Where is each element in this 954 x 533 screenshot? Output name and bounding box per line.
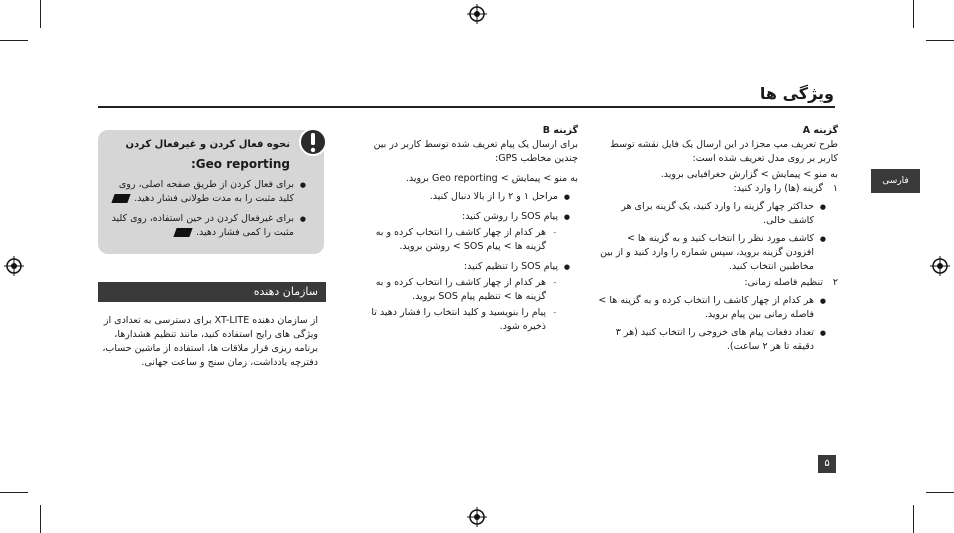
option-b-step-1 [360, 190, 570, 204]
step-2-number: ۲ [832, 277, 838, 288]
option-b-step-2-subs [360, 226, 558, 254]
warning-bullets [106, 178, 306, 240]
option-a-heading: گزینه A [802, 125, 838, 136]
title-underline [98, 106, 835, 108]
option-b-path: به منو > پیمایش > Geo reporting بروید. [405, 173, 578, 184]
option-a-intro: طرح تعریف مپ مجزا در این ارسال یک فایل نقشه توسط کاربر بر روی مدل تعریف شده است: [610, 139, 838, 164]
registration-mark-right-icon [930, 256, 950, 276]
registration-mark-bottom-icon [467, 507, 487, 527]
crop-mark-tl-h [0, 40, 28, 41]
option-a-path: به منو > پیمایش > گزارش جغرافیایی بروید. [660, 169, 838, 180]
step-1-bullet-1: ● حداکثر چهار گزینه را وارد کنید، یک گزینه برای هر کاشف خالی. [598, 200, 826, 228]
option-b-heading: گزینه B [542, 125, 578, 136]
option-b-step-2-text: پیام SOS را روشن کنید: [462, 211, 558, 222]
column-option-b [360, 124, 578, 334]
column-option-a [598, 124, 838, 354]
warning-bullet-2-text: برای غیرفعال کردن در حین استفاده، روی کلید مثبت را کمی فشار دهید. [111, 213, 294, 238]
option-b-steps [360, 190, 570, 334]
language-tab [871, 169, 920, 193]
option-a-step-1 [598, 182, 838, 196]
warning-bullet-2 [106, 212, 306, 240]
pen-key-icon [111, 194, 130, 203]
crop-mark-tr-h [926, 40, 954, 41]
step-1-text: گزینه (ها) را وارد کنید: [733, 183, 823, 194]
option-b-step-2 [360, 210, 570, 254]
crop-mark-bl-v [40, 505, 41, 533]
registration-mark-top-icon [467, 4, 487, 24]
page-number-box [818, 455, 836, 473]
organizer-section-bar [98, 282, 326, 302]
registration-mark-left-icon [4, 256, 24, 276]
pen-key-icon [173, 228, 192, 237]
option-b-step-3-subs [360, 276, 558, 334]
option-b-step-2-sub-1: - هر کدام از چهار کاشف را انتخاب کرده و به گزینه ها > پیام SOS > روشن بروید. [360, 226, 558, 254]
step-2-bullets [598, 294, 826, 354]
warning-title: نحوه فعال کردن و غیرفعال کردن [125, 139, 290, 150]
warning-bullet-1-text: برای فعال کردن از طریق صفحه اصلی، روی کلید مثبت را به مدت طولانی فشار دهید. [118, 179, 294, 204]
organizer-section-title: سازمان دهنده [253, 285, 318, 298]
language-tab-label: فارسی [882, 176, 909, 186]
option-a-step-2 [598, 276, 838, 290]
step-1-number: ۱ [832, 183, 838, 194]
warning-bullet-1 [106, 178, 306, 206]
page-title: ویژگی ها [759, 84, 834, 103]
step-2-bullet-2: ● تعداد دفعات پیام های خروجی را انتخاب کنید (هر ۳ دقیقه تا هر ۲ ساعت). [598, 326, 826, 354]
option-b-step-3-sub-2: - پیام را بنویسید و کلید انتخاب را فشار دهید تا ذخیره شود. [360, 306, 558, 334]
exclamation-icon [298, 127, 328, 157]
crop-mark-br-h [926, 492, 954, 493]
crop-mark-bl-h [0, 492, 28, 493]
option-b-step-3-sub-1: - هر کدام از چهار کاشف را انتخاب کرده و به گزینه ها > تنظیم پیام SOS بروید. [360, 276, 558, 304]
option-b-step-3-text: پیام SOS را تنظیم کنید: [463, 261, 558, 272]
option-b-intro: برای ارسال یک پیام تعریف شده توسط کاربر در بین چندین مخاطب GPS: [373, 139, 578, 164]
page-number: ۵ [824, 458, 830, 469]
crop-mark-br-v [913, 505, 914, 533]
warning-title-2: :Geo reporting [191, 157, 290, 171]
step-2-text: تنظیم فاصله زمانی: [744, 277, 823, 288]
step-1-bullet-2: ● کاشف مورد نظر را انتخاب کنید و به گزینه ها > افزودن گزینه بروید، سپس شماره را وارد کنید و از بین مخاطبین انتخاب کنید. [598, 232, 826, 274]
organizer-body: از سازمان دهنده XT-LITE برای دسترسی به تعدادی از ویژگی های رایج استفاده کنید، مانند تنظیم هشدارها، برنامه ریزی قرار ملاقات ها، استفاده از ماشین حساب، دفترچه یادداشت، زمان سنج و ساعت جهانی. [102, 315, 318, 368]
step-1-bullets [598, 200, 826, 274]
option-b-step-3 [360, 260, 570, 334]
option-b-step-1-text: مراحل ۱ و ۲ را از بالا دنبال کنید. [429, 191, 558, 202]
warning-box [98, 130, 324, 254]
crop-mark-tr-v [913, 0, 914, 28]
step-2-bullet-1: ● هر کدام از چهار کاشف را انتخاب کرده و به گزینه ها > فاصله زمانی بین پیام بروید. [598, 294, 826, 322]
crop-mark-tl-v [40, 0, 41, 28]
